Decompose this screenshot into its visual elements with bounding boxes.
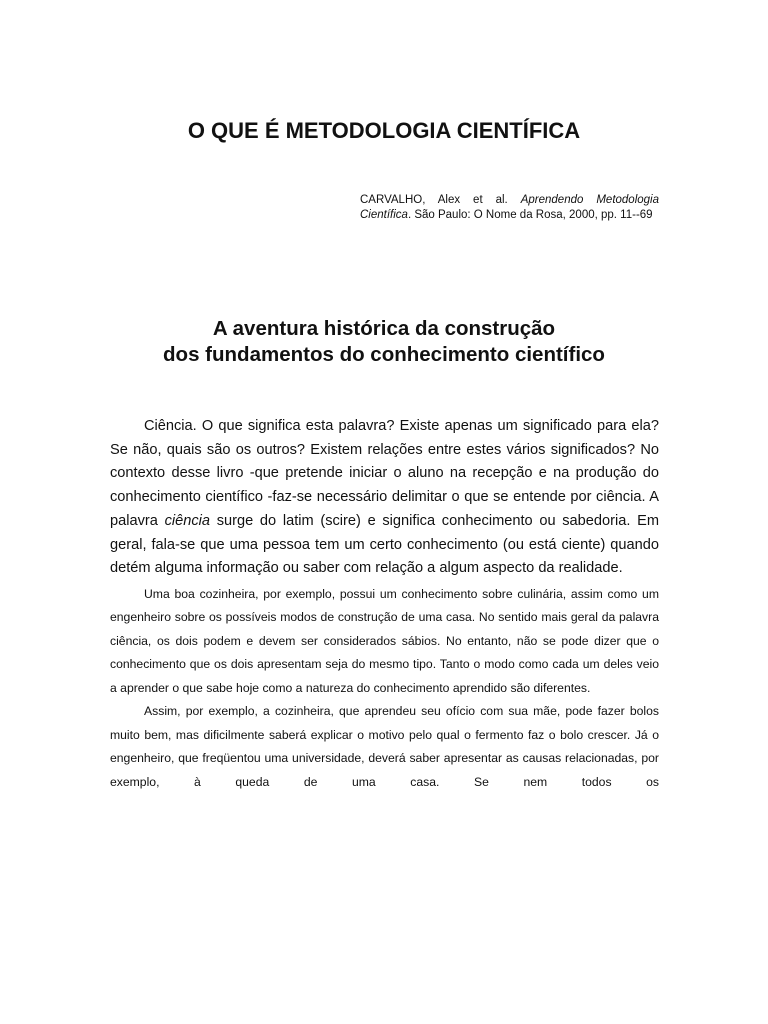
section-heading-line-2: dos fundamentos do conhecimento científico [163, 343, 605, 366]
paragraph-1-italic-term: ciência [164, 512, 211, 529]
citation-publication: . São Paulo: O Nome da Rosa, 2000, pp. 11--69 [407, 208, 653, 221]
body-text [110, 415, 659, 794]
paragraph-1 [110, 415, 659, 581]
paragraph-1-text-b: surge do latim (scire) e significa conhecimento ou sabedoria. Em geral, fala-se que uma pessoa tem um certo conhecimento (ou está ciente) quando detém alguma informação ou saber com relação a algum aspecto da realidade. [110, 512, 659, 577]
section-heading-line-1: A aventura histórica da construção [212, 317, 556, 340]
citation [360, 193, 659, 222]
section-heading [0, 316, 768, 368]
page-title: O QUE É METODOLOGIA CIENTÍFICA [187, 118, 581, 143]
paragraph-2: Uma boa cozinheira, por exemplo, possui um conhecimento sobre culinária, assim como um engenheiro sobre os possíveis modos de construção de uma casa. No sentido mais geral da palavra ciência, os dois podem e devem ser considerados sábios. No entanto, não se pode dizer que o conhecimento que os dois apresentam seja do mesmo tipo. Tanto o modo como cada um deles veio a aprender o que sabe hoje como a natureza do conhecimento aprendido são diferentes. [110, 586, 659, 695]
citation-authors: CARVALHO, Alex et al. [360, 194, 508, 206]
paragraph-1-text-a: Ciência. O que significa esta palavra? Existe apenas um significado para ela? Se não, quais são os outros? Existem relações entre estes vários significados? No contexto desse livro -que pretende iniciar o aluno na recepção e na produção do conhecimento científico -faz-se necessário delimitar o que se entende por ciência. A palavra [110, 418, 659, 529]
citation-book-title: Aprendendo Metodologia Científica [360, 194, 659, 221]
paragraph-3: Assim, por exemplo, a cozinheira, que aprendeu seu ofício com sua mãe, pode fazer bolos muito bem, mas dificilmente saberá explicar o motivo pelo qual o fermento faz o bolo crescer. Já o engenheiro, que freqüentou uma universidade, deverá saber apresentar as causas relacionadas, por exemplo, à queda de uma casa. Se nem todos os [110, 704, 659, 789]
